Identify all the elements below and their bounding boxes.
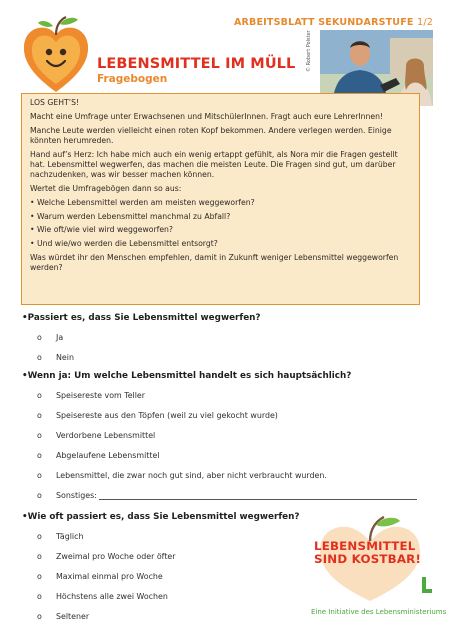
option-seltener[interactable]: o Seltener — [37, 612, 90, 621]
intro-paragraph: Manche Leute werden vielleicht einen roten Kopf bekommen. Andere verlegen werden. Einige könnten herumreden. — [30, 125, 392, 145]
intro-paragraph: Macht eine Umfrage unter Erwachsenen und MitschülerInnen. Fragt auch eure LehrerInnen! — [30, 111, 384, 121]
campaign-title: LEBENSMITTEL SIND KOSTBAR! — [314, 539, 422, 566]
option-einmal-woche[interactable]: o Maximal einmal pro Woche — [37, 572, 163, 581]
evaluation-item: • Wie oft/wie viel wird weggeworfen? — [30, 225, 411, 235]
checkbox-circle[interactable]: o — [37, 431, 42, 440]
checkbox-circle[interactable]: o — [37, 411, 42, 420]
page-title: LEBENSMITTEL IM MÜLL — [97, 56, 296, 72]
question-3: •Wie oft passiert es, dass Sie Lebensmittel wegwerfen? — [22, 512, 300, 522]
checkbox-circle[interactable]: o — [37, 353, 42, 362]
intro-closing: Was würdet ihr den Menschen empfehlen, damit in Zukunft weniger Lebensmittel weggeworfen werden? — [30, 253, 399, 273]
option-abgelaufen[interactable]: o Abgelaufene Lebensmittel — [37, 451, 160, 460]
photo-credit: © Robert Polster — [306, 30, 312, 72]
checkbox-circle[interactable]: o — [37, 333, 42, 342]
worksheet-label: ARBEITSBLATT SEKUNDARSTUFE 1/2 — [233, 17, 433, 28]
checkbox-circle[interactable]: o — [37, 572, 42, 581]
intro-box — [21, 93, 420, 305]
checkbox-circle[interactable]: o — [37, 532, 42, 541]
checkbox-circle[interactable]: o — [37, 491, 42, 500]
option-sonstiges[interactable]: o Sonstiges: — [37, 491, 417, 500]
option-speisereste-toepfe[interactable]: o Speisereste aus den Töpfen (weil zu viel gekocht wurde) — [37, 411, 278, 420]
checkbox-circle[interactable]: o — [37, 471, 42, 480]
option-ja[interactable]: o Ja — [37, 333, 64, 342]
heart-apple-logo — [20, 14, 92, 96]
initiative-note: Eine Initiative des Lebensministeriums — [311, 608, 447, 616]
option-speisereste-teller[interactable]: o Speisereste vom Teller — [37, 391, 146, 400]
sonstiges-write-line[interactable] — [99, 491, 417, 500]
question-2: •Wenn ja: Um welche Lebensmittel handelt es sich hauptsächlich? — [22, 371, 352, 381]
option-nein[interactable]: o Nein — [37, 353, 74, 362]
evaluation-item: • Und wie/wo werden die Lebensmittel entsorgt? — [30, 239, 411, 249]
intro-heading: LOS GEHT’S! — [30, 98, 80, 107]
option-zweimal-woche[interactable]: o Zweimal pro Woche oder öfter — [37, 552, 176, 561]
checkbox-circle[interactable]: o — [37, 592, 42, 601]
evaluation-list — [30, 198, 411, 250]
checkbox-circle[interactable]: o — [37, 612, 42, 621]
checkbox-circle[interactable]: o — [37, 552, 42, 561]
question-1: •Passiert es, dass Sie Lebensmittel wegwerfen? — [22, 313, 261, 323]
option-taeglich[interactable]: o Täglich — [37, 532, 84, 541]
intro-paragraph: Wertet die Umfragebögen dann so aus: — [30, 184, 182, 194]
option-noch-gut[interactable]: o Lebensmittel, die zwar noch gut sind, aber nicht verbraucht wurden. — [37, 471, 327, 480]
checkbox-circle[interactable]: o — [37, 451, 42, 460]
evaluation-item: • Welche Lebensmittel werden am meisten weggeworfen? — [30, 198, 411, 208]
option-zwei-wochen[interactable]: o Höchstens alle zwei Wochen — [37, 592, 168, 601]
page-subtitle: Fragebogen — [97, 73, 168, 85]
option-verdorben[interactable]: o Verdorbene Lebensmittel — [37, 431, 156, 440]
ministry-l-icon — [420, 576, 434, 596]
evaluation-item: • Warum werden Lebensmittel manchmal zu Abfall? — [30, 212, 411, 222]
checkbox-circle[interactable]: o — [37, 391, 42, 400]
intro-paragraph: Hand auf’s Herz: Ich habe mich auch ein wenig ertappt gefühlt, als Nora mir die Fragen gestellt hat. Lebensmittel wegwerfen, das machen die meisten Leute. Die Fragen sind gut, um darüber nachzudenken, was wir besser machen können. — [30, 149, 398, 180]
